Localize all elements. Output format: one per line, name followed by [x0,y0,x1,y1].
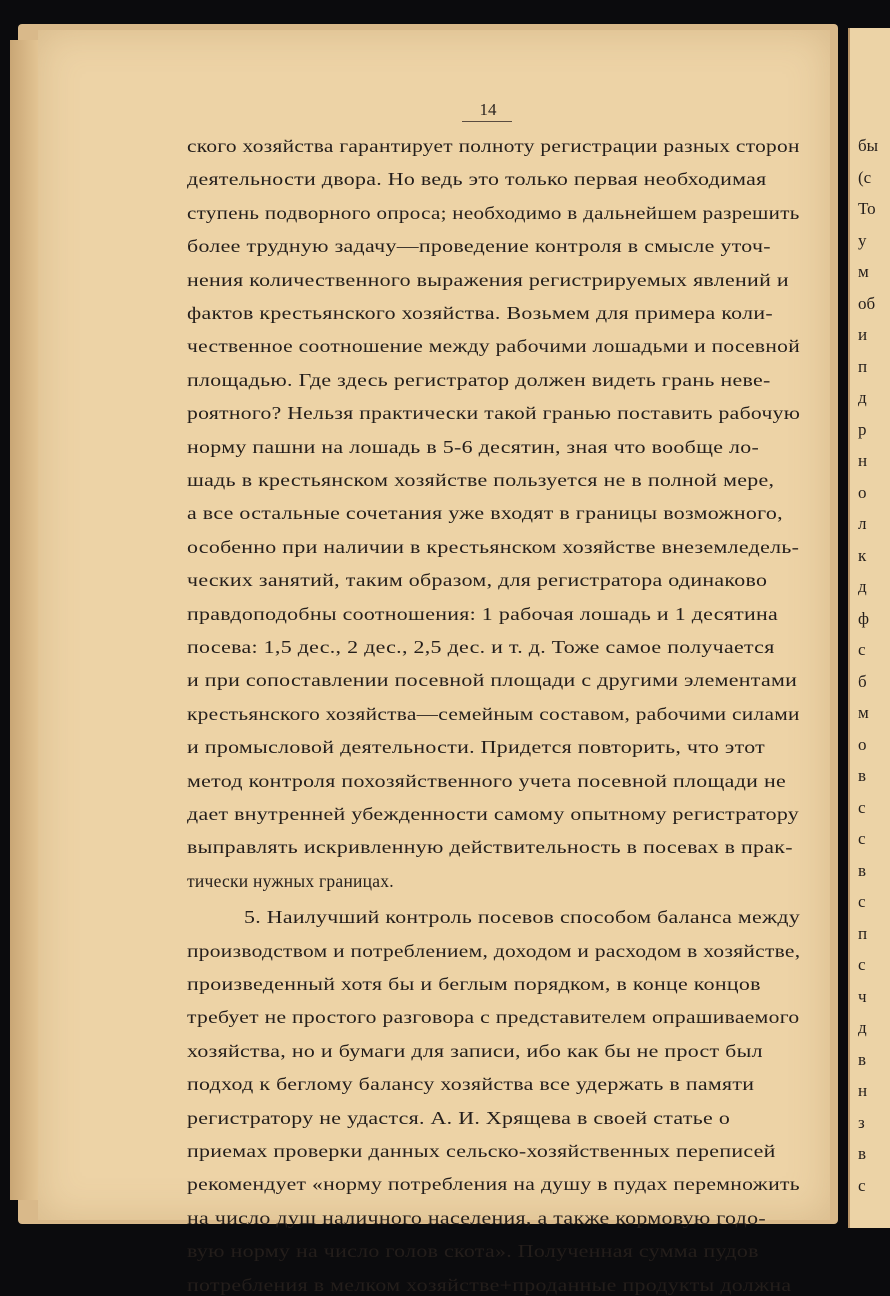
text-line: регистратору не удастся. А. И. Хрящева в своей статье о [187,1107,731,1128]
text-line: на число душ наличного населения, а также кормовую годо- [187,1207,766,1228]
facing-page-fragment: в [858,766,867,785]
text-line: нения количественного выражения регистрируемых явлений и [187,269,789,290]
text-line: ского хозяйства гарантирует полноту регистрации разных сторон [187,136,800,156]
facing-page-fragment: д [858,1018,867,1037]
text-line: шадь в крестьянском хозяйстве пользуется не в полной мере, [187,470,775,490]
text-line: ступень подворного опроса; необходимо в дальнейшем разрешить [187,202,800,223]
facing-page-fragment: об [858,293,876,313]
text-line: фактов крестьянского хозяйства. Возьмем для примера коли- [187,303,773,323]
facing-page-fragment: м [858,262,869,281]
text-line: особенно при наличии в крестьянском хозяйстве внеземледель- [187,536,800,557]
facing-page-fragment: д [858,577,867,596]
facing-page-fragment: р [858,419,867,439]
text-line: более трудную задачу—проведение контроля в смысле уточ- [187,236,771,257]
facing-page-fragment: с [858,1175,866,1195]
facing-page-fragment: в [858,860,867,880]
text-line: производством и потреблением, доходом и расходом в хозяйстве, [187,940,801,961]
text-line: и промысловой деятельности. Придется повторить, что этот [187,737,766,758]
facing-page-fragment: (с [858,167,872,187]
text-line: чественное соотношение между рабочими лошадьми и посевной [187,336,801,357]
text-line: приемах проверки данных сельско-хозяйственных переписей [187,1141,776,1161]
facing-page-fragment: о [858,734,867,754]
facing-page-fragment: с [858,955,866,974]
facing-page-fragment: н [858,451,868,470]
text-line: посева: 1,5 дес., 2 дес., 2,5 дес. и т. д. Тоже самое получается [187,637,775,657]
facing-page-fragment: с [858,829,866,848]
text-line: роятного? Нельзя практически такой гранью поставить рабочую [187,403,801,424]
facing-page-fragment: д [858,388,867,407]
page-left-edge [10,40,40,1200]
text-line: ческих занятий, таким образом, для регистратора одинаково [187,570,768,591]
facing-page-fragment: л [858,514,867,533]
text-line: норму пашни на лошадь в 5-6 десятин, зная что вообще ло- [187,436,760,457]
facing-page-fragment: к [858,545,867,565]
text-line: рекомендует «норму потребления на душу в пудах перемножить [187,1174,800,1195]
facing-page-fragment: н [858,1081,868,1100]
text-line: метод контроля похозяйственного учета посевной площади не [187,770,787,791]
page-number: 14 [479,100,497,119]
facing-page-fragment: п [858,923,868,943]
text-line: площадью. Где здесь регистратор должен видеть грань неве- [187,369,771,390]
facing-page-fragment: с [858,892,866,911]
facing-page-fragment: в [858,1049,867,1069]
text-line: потребления в мелком хозяйстве+проданные продукты должна [187,1274,792,1295]
text-line: и при сопоставлении посевной площади с другими элементами [187,670,798,691]
text-line: выправлять искривленную действительность в посевах в прак- [187,837,793,858]
text-line: требует не простого разговора с представителем опрашиваемого [187,1007,800,1028]
facing-page-fragment: ф [858,608,870,628]
facing-page-fragment: То [858,199,876,218]
facing-page-fragment: с [858,640,866,659]
facing-page-fragment: п [858,356,868,376]
text-line: дает внутренней убежденности самому опытному регистратору [187,804,800,824]
facing-page-fragment: в [858,1144,867,1163]
facing-page-fragment: и [858,325,868,344]
text-line: 5. Наилучший контроль посевов способом баланса между [244,907,801,928]
facing-page-fragment: с [858,797,866,817]
facing-page-fragment: м [858,703,869,722]
facing-page-fragment: з [858,1112,865,1132]
text-line: хозяйства, но и бумаги для записи, ибо как бы не прост был [187,1040,763,1061]
facing-page-fragment: о [858,482,867,502]
text-line: тически нужных границах. [187,870,394,891]
text-line: вую норму на число голов скота». Полученная сумма пудов [187,1241,759,1262]
text-line: произведенный хотя бы и беглым порядком, в конце концов [187,974,761,994]
page-number-rule [462,121,512,122]
text-line: деятельности двора. Но ведь это только первая необходимая [187,169,767,190]
text-line: крестьянского хозяйства—семейным составом, рабочими силами [187,703,800,724]
facing-page-fragment: у [858,230,867,250]
facing-page-fragment: ч [858,986,867,1006]
text-line: правдоподобны соотношения: 1 рабочая лошадь и 1 десятина [187,603,779,624]
text-line: а все остальные сочетания уже входят в границы возможного, [187,503,783,524]
facing-page-fragment: б [858,671,867,691]
text-line: подход к беглому балансу хозяйства все удержать в памяти [187,1074,755,1095]
facing-page-fragment: бы [858,136,879,155]
